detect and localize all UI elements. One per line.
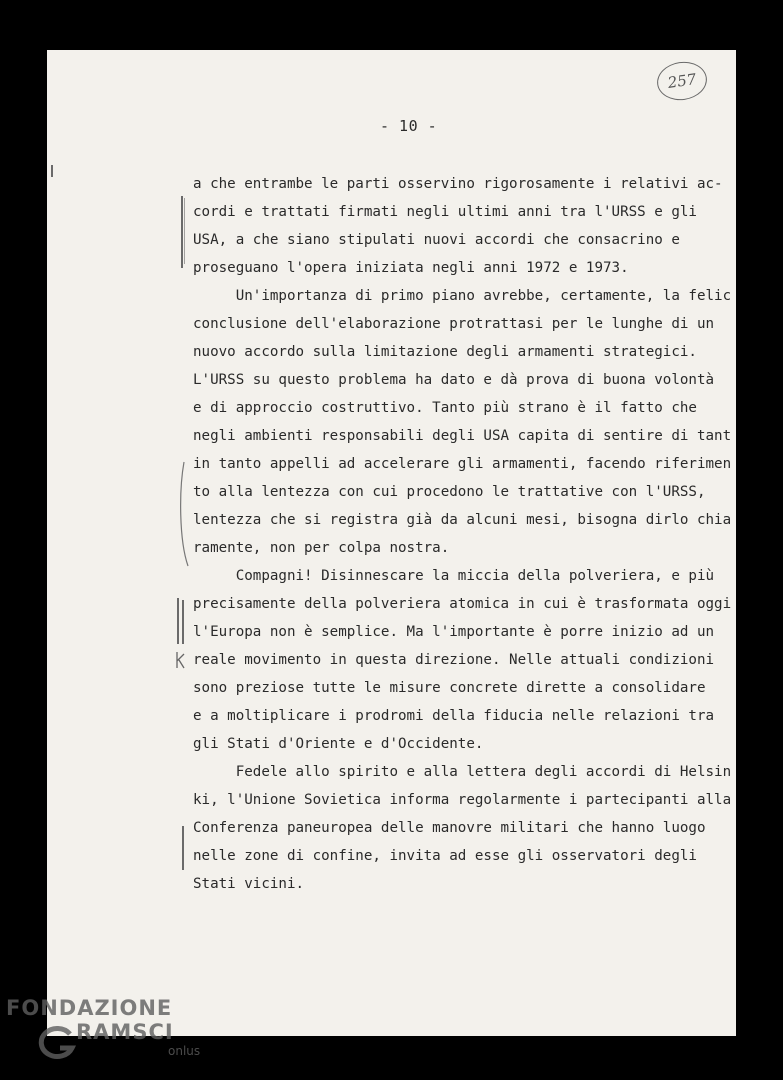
text-line: l'Europa non è semplice. Ma l'importante è porre inizio ad un [193,624,715,640]
watermark-suffix: onlus [168,1044,201,1058]
margin-bracket-mark [182,826,184,870]
handwritten-page-number: 257 [655,59,710,104]
text-line: Conferenza paneuropea delle manovre militari che hanno luogo [193,820,706,836]
page-number: - 10 - [380,117,438,135]
text-line: lentezza che si registra già da alcuni mesi, bisogna dirlo chia [193,512,732,528]
text-line: ki, l'Unione Sovietica informa regolarmente i partecipanti alla [193,792,732,808]
text-line: reale movimento in questa direzione. Nelle attuali condizioni [193,652,715,668]
text-line: negli ambienti responsabili degli USA capita di sentire di tant [193,428,732,444]
fondazione-gramsci-watermark [6,996,201,1064]
text-line: e a moltiplicare i prodromi della fiducia nelle relazioni tra [193,708,715,724]
text-line: conclusione dell'elaborazione protrattasi per le lunghe di un [193,316,715,332]
margin-bracket-mark [181,196,183,268]
gramsci-g-logo-icon [36,1026,78,1060]
text-line: sono preziose tutte le misure concrete dirette a consolidare [193,680,706,696]
body-text [193,170,753,898]
text-line: cordi e trattati firmati negli ultimi anni tra l'URSS e gli [193,204,697,220]
text-line: in tanto appelli ad accelerare gli armamenti, facendo riferimen [193,456,732,472]
watermark-title: FONDAZIONE [6,996,173,1020]
margin-double-line-mark [177,598,179,644]
text-line: ramente, non per colpa nostra. [193,540,450,556]
text-line: precisamente della polveriera atomica in cui è trasformata oggi [193,596,732,612]
text-line: nuovo accordo sulla limitazione degli armamenti strategici. [193,344,697,360]
text-line: USA, a che siano stipulati nuovi accordi che consacrino e [193,232,680,248]
margin-k-mark [174,650,186,670]
text-line: nelle zone di confine, invita ad esse gli osservatori degli [193,848,697,864]
text-line: L'URSS su questo problema ha dato e dà prova di buona volontà [193,372,715,388]
text-line: Stati vicini. [193,876,305,892]
text-line: gli Stati d'Oriente e d'Occidente. [193,736,484,752]
text-line: Un'importanza di primo piano avrebbe, certamente, la felic [193,288,732,304]
text-line: proseguano l'opera iniziata negli anni 1972 e 1973. [193,260,629,276]
watermark-name: RAMSCI [76,1020,174,1044]
text-line: to alla lentezza con cui procedono le trattative con l'URSS, [193,484,706,500]
text-line: a che entrambe le parti osservino rigorosamente i relativi ac- [193,176,723,192]
text-line: Compagni! Disinnescare la miccia della polveriera, e più [193,568,715,584]
text-line: Fedele allo spirito e alla lettera degli accordi di Helsin [193,764,732,780]
margin-tick-mark [51,165,53,177]
margin-bracket-mark [184,198,185,264]
margin-curve-mark [176,460,192,570]
text-line: e di approccio costruttivo. Tanto più strano è il fatto che [193,400,697,416]
margin-double-line-mark [182,600,184,644]
